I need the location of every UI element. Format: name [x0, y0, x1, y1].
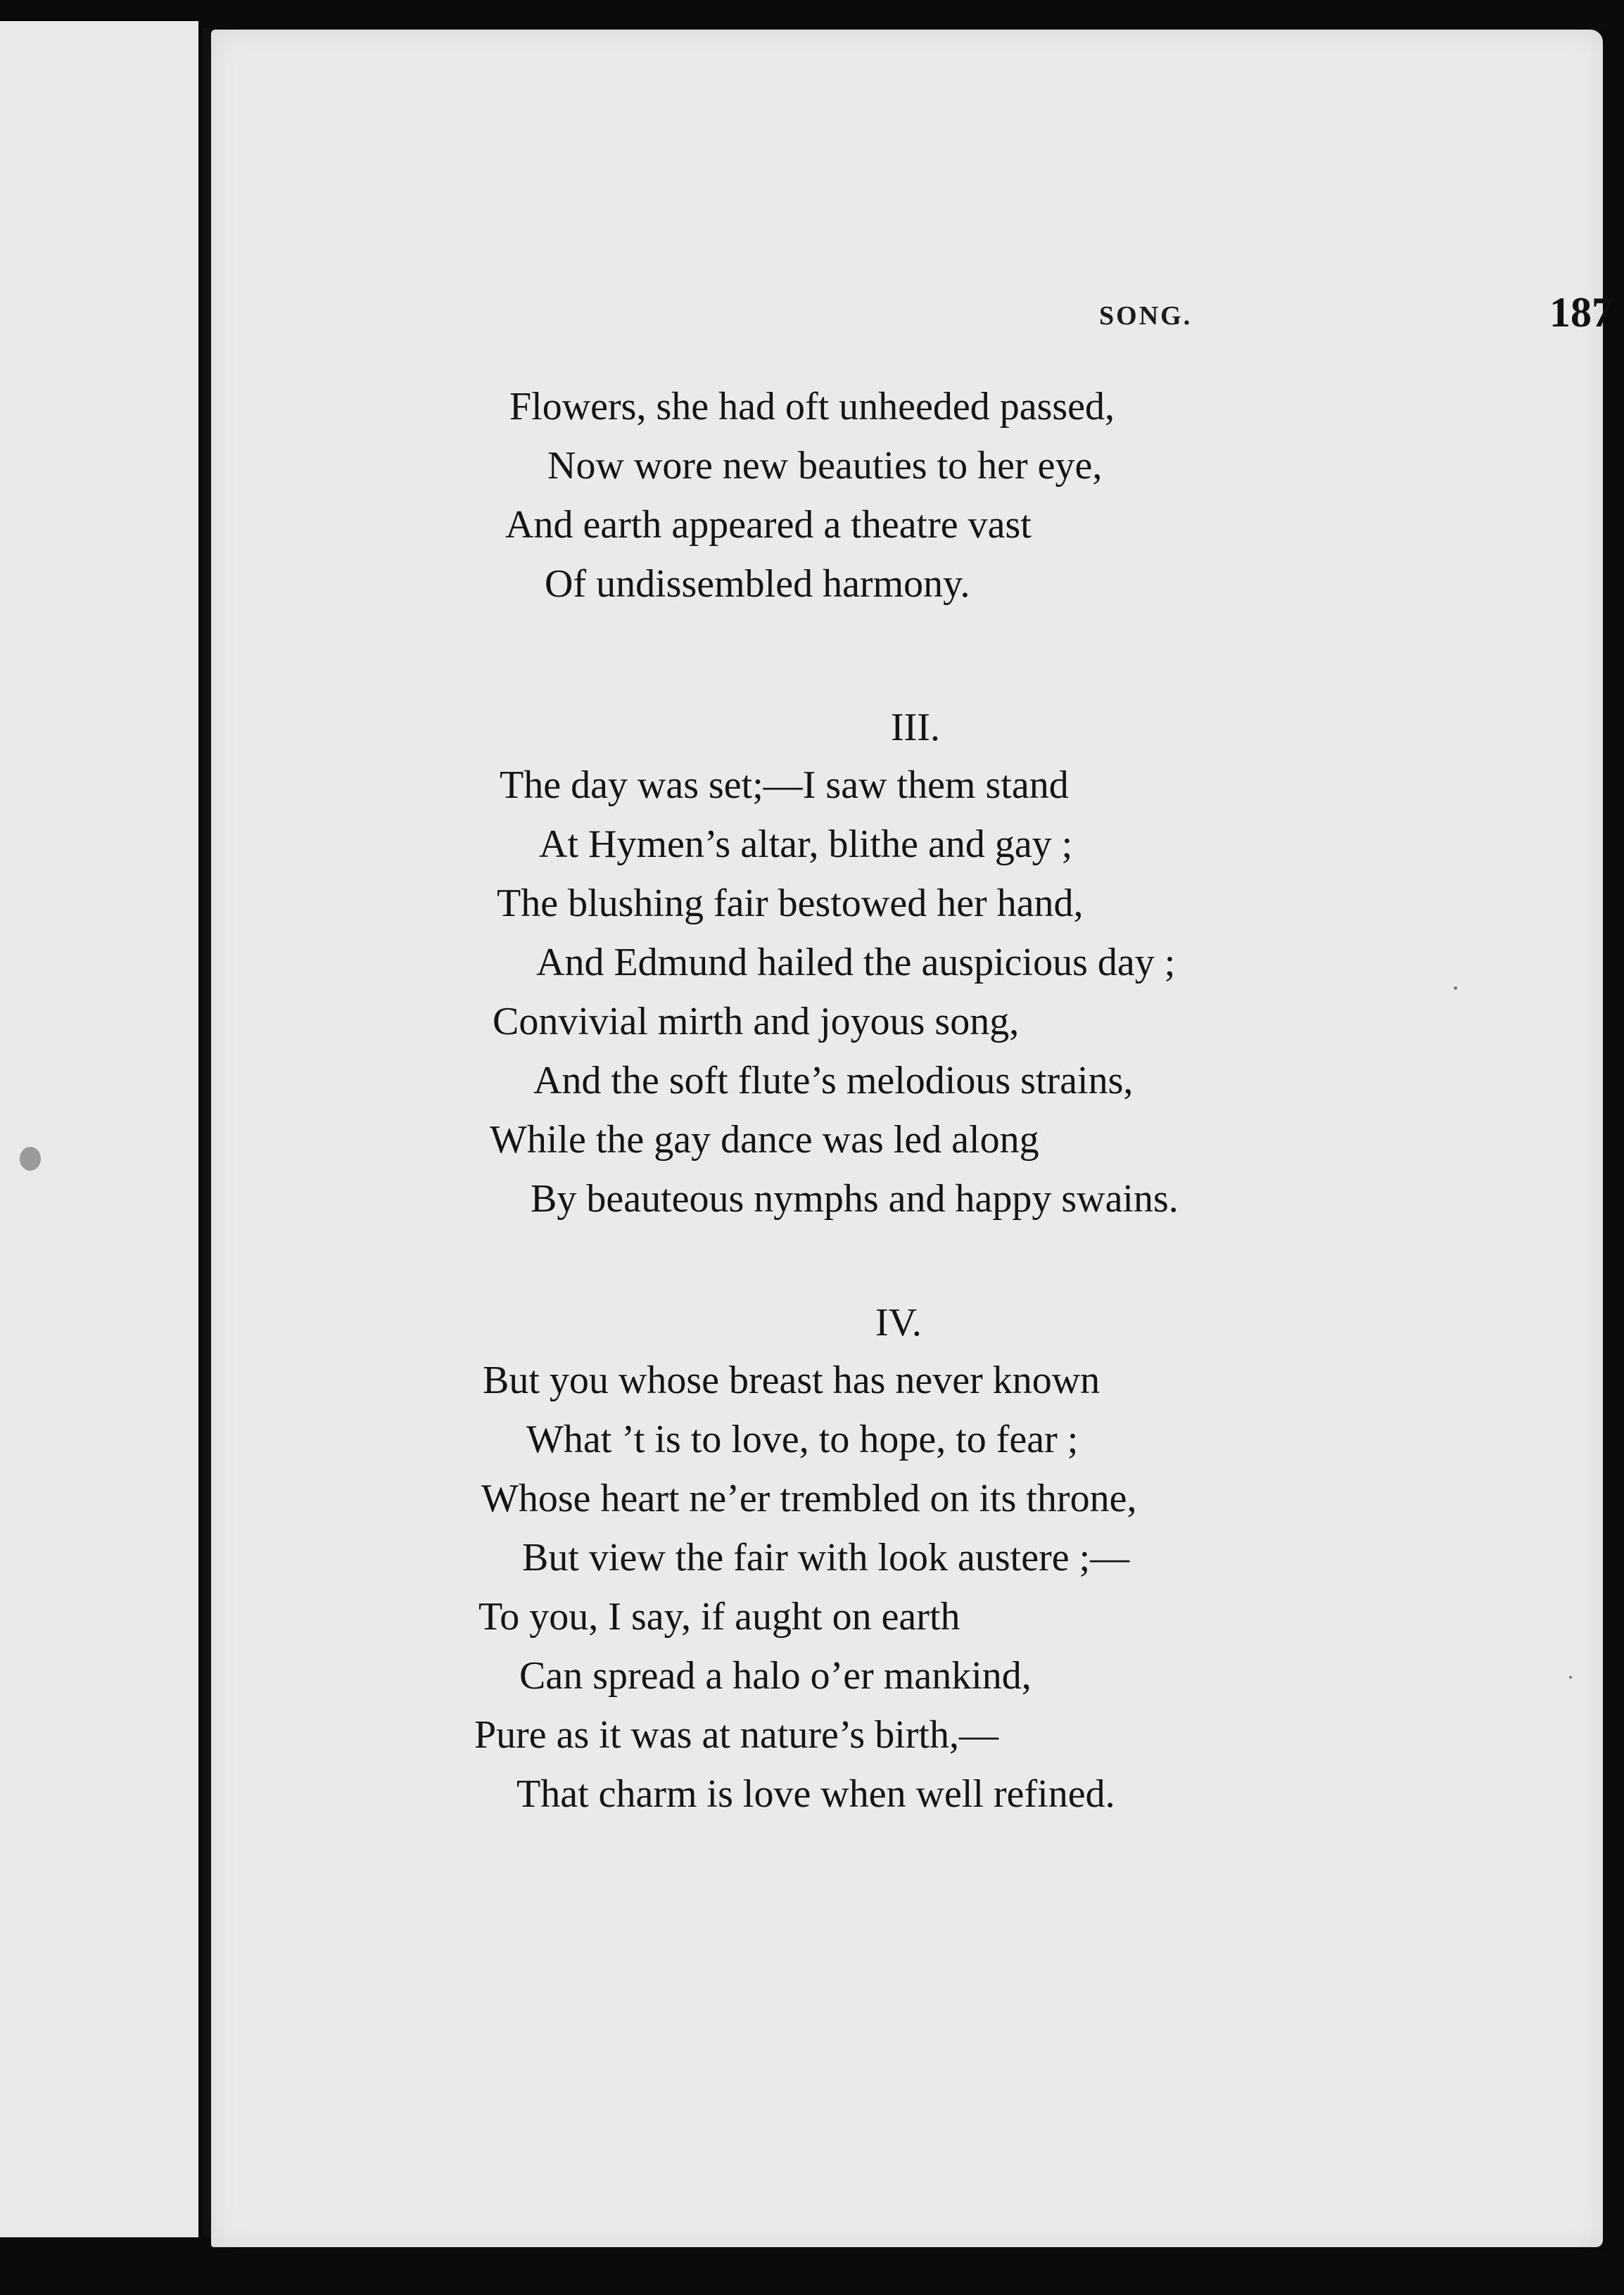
verse-line: The blushing fair bestowed her hand,: [497, 882, 1084, 925]
verse-line: And the soft flute’s melodious strains,: [533, 1059, 1134, 1102]
verse-line: But view the fair with look austere ;—: [522, 1536, 1130, 1579]
verse-line: Flowers, she had oft unheeded passed,: [509, 385, 1115, 428]
verse-line: But you whose breast has never known: [483, 1359, 1100, 1402]
verse-line: Whose heart ne’er trembled on its throne,: [481, 1477, 1137, 1520]
verse-line: Convivial mirth and joyous song,: [493, 1000, 1020, 1043]
verse-line: And earth appeared a theatre vast: [505, 503, 1032, 547]
gutter-shadow: [203, 28, 211, 2237]
verse-line: While the gay dance was led along: [490, 1118, 1039, 1162]
verse-line: What ’t is to love, to hope, to fear ;: [526, 1418, 1079, 1461]
verse-line: To you, I say, if aught on earth: [478, 1595, 960, 1639]
facing-page-edge: [0, 21, 198, 2237]
running-head: SONG.: [1099, 301, 1193, 331]
verse-line: Can spread a halo o’er mankind,: [519, 1654, 1032, 1698]
book-page: [211, 30, 1613, 2247]
verse-line: Now wore new beauties to her eye,: [547, 444, 1103, 488]
stanza-number: IV.: [875, 1301, 922, 1344]
verse-line: By beauteous nymphs and happy swains.: [531, 1177, 1179, 1221]
paper-speck: [1569, 1676, 1572, 1679]
verse-line: Of undissembled harmony.: [545, 562, 970, 606]
verse-line: That charm is love when well refined.: [516, 1772, 1115, 1816]
paper-speck: [1454, 986, 1457, 990]
verse-line: And Edmund hailed the auspicious day ;: [536, 941, 1176, 984]
facing-page-blot: [20, 1147, 41, 1171]
stanza-number: III.: [891, 706, 940, 749]
verse-line: At Hymen’s altar, blithe and gay ;: [539, 822, 1073, 866]
page-number: 187: [1549, 289, 1613, 336]
verse-line: Pure as it was at nature’s birth,—: [474, 1713, 998, 1757]
verse-line: The day was set;—I saw them stand: [500, 763, 1069, 807]
